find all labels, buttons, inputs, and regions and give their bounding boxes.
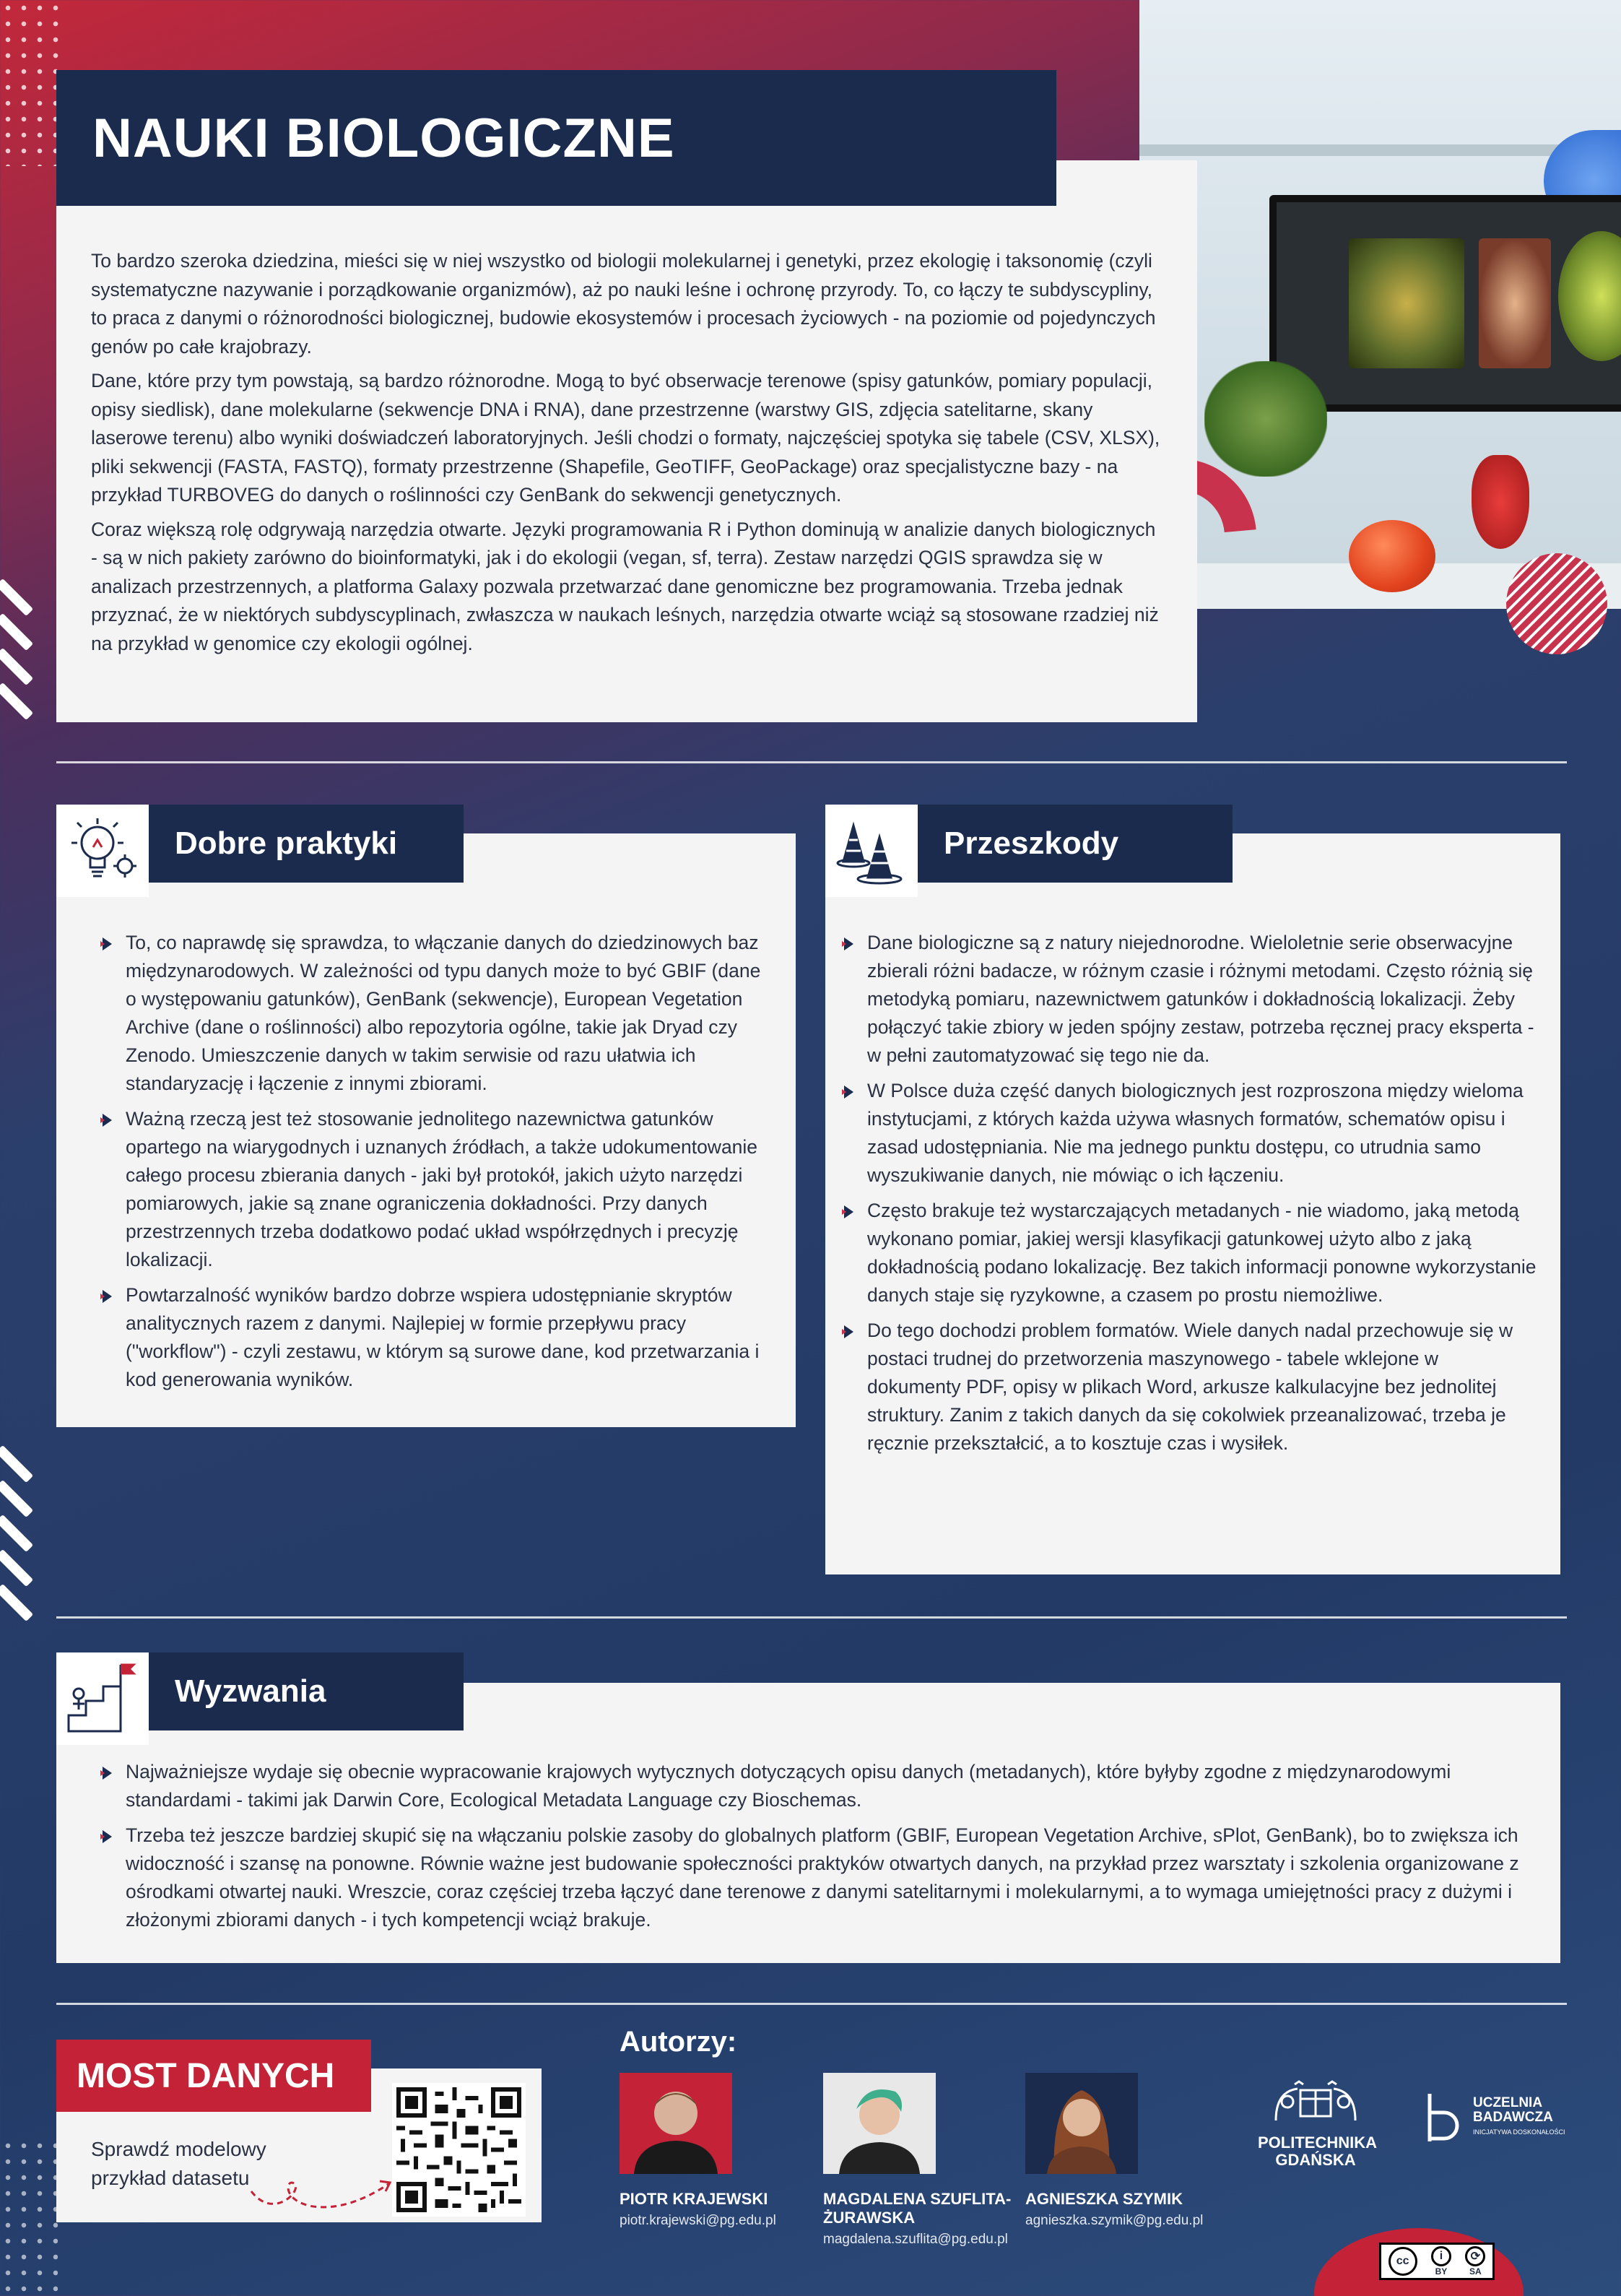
avatar: [620, 2073, 732, 2174]
license-sa: SA: [1469, 2266, 1482, 2276]
arrow-icon: [244, 2170, 396, 2220]
license-by: BY: [1435, 2266, 1448, 2276]
traffic-cones-icon: [825, 805, 918, 897]
list-item: Najważniejsze wydaje się obecnie wypracowanie krajowych wytycznych dotyczących opisu danych (metadanych), które byłyby zgodne z międzynarodowymi standardami - takimi jak Darwin Core, Ecological Metadata Language czy Bioschemas.: [91, 1758, 1528, 1814]
attribution-icon: i: [1431, 2246, 1451, 2266]
stairs-flag-icon: [56, 1652, 149, 1745]
list-item: Ważną rzeczą jest też stosowanie jednolitego nazewnictwa gatunków opartego na wiarygodnych i uznanych źródłach, a także udokumentowanie całego procesu zbierania danych - jaki był protokół, jakich użyto narzędzi pomiarowych, jakie są znane ograniczenia dokładności. Przy danych przestrzennych trzeba dodatkowo podać układ współrzędnych i precyzję lokalizacji.: [91, 1105, 770, 1274]
list-item: Dane biologiczne są z natury niejednorodne. Wieloletnie serie obserwacyjne zbierali różni badacze, w różnym czasie i różnymi metodami. Często różnią się metodyką pomiaru, nazewnictwem gatunków i dokładnością lokalizacji. Żeby połączyć takie zbiory w jeden spójny zestaw, potrzeba ręcznej pracy eksperta - w pełni zautomatyzować się tego nie da.: [833, 929, 1537, 1070]
uczelnia-badawcza-logo: [1422, 2091, 1565, 2144]
good-practices-header: Dobre praktyki: [149, 805, 464, 883]
plant-image: [1204, 361, 1327, 477]
cc-by-sa-badge: [1379, 2243, 1495, 2280]
author-card: [823, 2073, 1025, 2248]
list-item: W Polsce duża część danych biologicznych jest rozproszona między wieloma instytucjami, z których każda używa własnych formatów, schematów opisu i zasad udostępniania. Nie ma jednego punktu dostępu, co utrudnia samo wyszukiwanie danych, nie mówiąc o ich łączeniu.: [833, 1077, 1537, 1190]
decorative-dots: [0, 0, 65, 166]
good-practices-panel: [56, 833, 796, 1427]
author-email[interactable]: agnieszka.szymik@pg.edu.pl: [1025, 2213, 1204, 2228]
share-alike-icon: ⟳: [1465, 2246, 1485, 2266]
author-email[interactable]: magdalena.szuflita@pg.edu.pl: [823, 2232, 1008, 2247]
logo-text: POLITECHNIKA GDAŃSKA: [1258, 2133, 1377, 2169]
divider: [56, 2003, 1567, 2005]
politechnika-gdanska-logo: [1258, 2080, 1377, 2169]
intro-paragraph: Dane, które przy tym powstają, są bardzo różnorodne. Mogą to być obserwacje terenowe (spisy gatunków, pomiary populacji, opisy siedlisk), dane molekularne (sekwencje DNA i RNA), dane przestrzenne (warstwy GIS, zdjęcia satelitarne, skany laserowe terenu) albo wyniki doświadczeń laboratoryjnych. Jeśli chodzi o formaty, najczęściej spotyka się tabele (CSV, XLSX), pliki sekwencji (FASTA, FASTQ), formaty przestrzenne (Shapefile, GeoTIFF, GeoPackage) oraz specjalistyczne bazy - na przykład TURBOVEG do danych o roślinności czy GenBank do sekwencji genetycznych.: [91, 370, 1160, 506]
obstacles-panel: [825, 833, 1560, 1574]
logo-text: BADAWCZA: [1473, 2110, 1553, 2125]
title-banner: [56, 70, 1056, 206]
author-card: [620, 2073, 822, 2229]
most-danych-text: Sprawdź modelowy przykład datasetu: [91, 2138, 266, 2189]
list-item: To, co naprawdę się sprawdza, to włączanie danych do dziedzinowych baz międzynarodowych. W zależności od typu danych może to być GBIF (dane o występowaniu gatunków), GenBank (sekwencje), European Vegetation Archive (dane o roślinności) albo repozytoria ogólne, takie jak Dryad czy Zenodo. Umieszczenie danych w takim serwisie od razu ułatwia ich standaryzację i łączenie z innymi zbiorami.: [91, 929, 770, 1098]
divider: [56, 761, 1567, 763]
lightbulb-gear-icon: [56, 805, 149, 897]
decorative-circle: [1506, 553, 1607, 654]
author-name: PIOTR KRAJEWSKI: [620, 2190, 768, 2208]
author-name: MAGDALENA SZUFLITA-ŻURAWSKA: [823, 2190, 1012, 2227]
intro-panel: [56, 160, 1197, 722]
intro-paragraph: Coraz większą rolę odgrywają narzędzia otwarte. Języki programowania R i Python dominują w analizie danych biologicznych - są w nich pakiety zarówno do bioinformatyki, jak i do ekologii (vegan, sf, terra). Zestaw narzędzi QGIS sprawdza się w analizach przestrzennych, a platforma Galaxy pozwala przetwarzać dane genomiczne bez programowania. Trzeba jednak przyznać, że w niektórych subdyscyplinach, zwłaszcza w naukach leśnych, narzędzia otwarte wciąż są stosowane rzadziej niż na przykład w genomice czy ekologii ogólnej.: [91, 518, 1159, 654]
logo-text: UCZELNIA: [1473, 2095, 1543, 2110]
cc-icon: cc: [1389, 2247, 1417, 2276]
decorative-stripes: [0, 592, 32, 731]
list-item: Często brakuje też wystarczających metadanych - nie wiadomo, jaką metodą wykonano pomiar, jakiej wersji klasyfikacji gatunkowej użyto albo z jaką dokładnością podano lokalizację. Bez takich informacji ponowne wykorzystanie danych staje się ryzykowne, a czasem po prostu niemożliwe.: [833, 1197, 1537, 1309]
obstacles-header: Przeszkody: [918, 805, 1233, 883]
challenges-header: Wyzwania: [149, 1652, 464, 1730]
author-name: AGNIESZKA SZYMIK: [1025, 2190, 1183, 2208]
author-card: [1025, 2073, 1227, 2229]
strawberry-image: [1472, 455, 1529, 549]
intro-paragraph: To bardzo szeroka dziedzina, mieści się w niej wszystko od biologii molekularnej i genetyki, przez ekologię i taksonomię (czyli systematyczne nazywanie i porządkowanie organizmów), aż po nauki leśne i ochronę przyrody. To, co łączy te subdyscypliny, to praca z danymi o różnorodności biologicznej, budowie ekosystemów i procesach życiowych - na poziomie od pojedynczych genów po całe krajobrazy.: [91, 250, 1156, 358]
divider: [56, 1616, 1567, 1619]
logo-text: INICJATYWA DOSKONAŁOŚCI: [1473, 2128, 1565, 2136]
decorative-dots: [0, 2138, 58, 2296]
list-item: Trzeba też jeszcze bardziej skupić się na włączaniu polskie zasoby do globalnych platform (GBIF, European Vegetation Archive, sPlot, GenBank), bo to zwiększa ich widoczność i szansę na ponowne. Równie ważne jest budowanie społeczności praktyków otwartych danych, na przykład przez warsztaty i szkolenia organizowane z ośrodkami otwartej nauki. Wreszcie, coraz częściej trzeba łączyć dane terenowe z danymi satelitarnymi i molekularnymi, a to wymaga umiejętności pracy z dużymi i złożonymi zbiorami danych - i tych kompetencji wciąż brakuje.: [91, 1821, 1528, 1934]
author-email[interactable]: piotr.krajewski@pg.edu.pl: [620, 2213, 776, 2228]
tomato-image: [1349, 520, 1435, 592]
most-danych-header: MOST DANYCH: [56, 2040, 371, 2112]
list-item: Do tego dochodzi problem formatów. Wiele danych nadal przechowuje się w postaci trudnej do przetworzenia maszynowego - tabele wklejone w dokumenty PDF, opisy w plikach Word, arkusze kalkulacyjne bez jednolitej struktury. Zanim z takich danych da się cokolwiek przeanalizować, trzeba je ręcznie przekształcić, a to kosztuje czas i wysiłek.: [833, 1317, 1537, 1457]
decorative-stripes: [0, 1459, 32, 1632]
avatar: [1025, 2073, 1138, 2174]
authors-title: Autorzy:: [620, 2026, 737, 2058]
qr-code-icon[interactable]: [392, 2083, 526, 2217]
list-item: Powtarzalność wyników bardzo dobrze wspiera udostępnianie skryptów analitycznych razem z danymi. Najlepiej w formie przepływu pracy ("workflow") - czyli zestawu, w którym są surowe dane, kod przetwarzania i kod generowania wyników.: [91, 1281, 770, 1394]
page-title: NAUKI BIOLOGICZNE: [92, 107, 675, 169]
avatar: [823, 2073, 936, 2174]
